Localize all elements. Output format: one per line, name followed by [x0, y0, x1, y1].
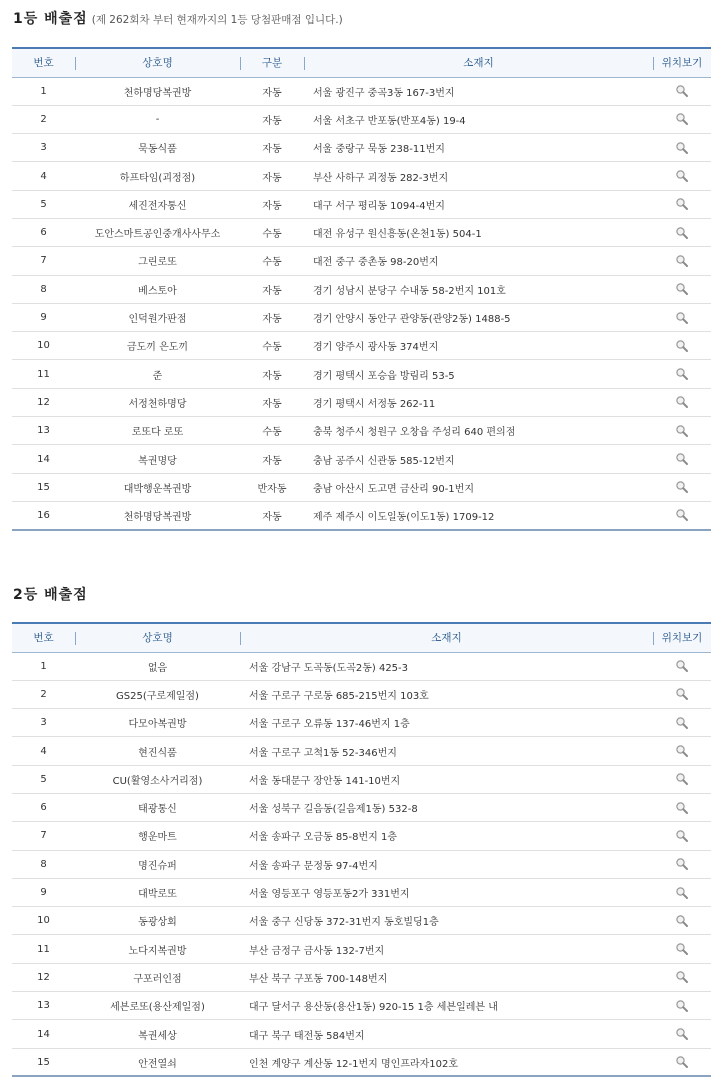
magnifier-icon[interactable] [675, 659, 689, 673]
magnifier-icon[interactable] [675, 508, 689, 522]
magnifier-icon[interactable] [675, 970, 689, 984]
store-address: 경기 양주시 광사동 374번지 [304, 332, 653, 360]
purchase-type: 자동 [240, 190, 304, 218]
row-number: 7 [12, 822, 75, 850]
header-store-name-label: 상호명 [142, 57, 173, 70]
table-row [12, 417, 711, 445]
location-cell [653, 190, 711, 218]
header-address [304, 48, 653, 77]
store-address: 경기 평택시 포승읍 방림리 53-5 [304, 360, 653, 388]
location-cell [653, 1020, 711, 1048]
table-row [12, 850, 711, 878]
magnifier-icon[interactable] [675, 424, 689, 438]
purchase-type: 수동 [240, 417, 304, 445]
location-cell [653, 218, 711, 246]
location-cell [653, 793, 711, 821]
header-type-label: 구분 [261, 57, 283, 70]
location-cell [653, 680, 711, 708]
store-name: 다모아복권방 [75, 709, 240, 737]
table-row [12, 275, 711, 303]
row-number: 3 [12, 134, 75, 162]
store-address: 서울 동대문구 장안동 141-10번지 [240, 765, 653, 793]
purchase-type: 자동 [240, 77, 304, 105]
table-row [12, 303, 711, 331]
header-store-name [75, 48, 240, 77]
store-name: 금도끼 은도끼 [75, 332, 240, 360]
magnifier-icon[interactable] [675, 311, 689, 325]
table-row [12, 1020, 711, 1048]
purchase-type: 자동 [240, 445, 304, 473]
store-name: 그린로또 [75, 247, 240, 275]
table-row [12, 709, 711, 737]
table-row [12, 473, 711, 501]
header-location [653, 48, 711, 77]
row-number: 8 [12, 275, 75, 303]
second-prize-table [12, 622, 711, 1077]
table-row [12, 737, 711, 765]
row-number: 9 [12, 303, 75, 331]
magnifier-icon[interactable] [675, 141, 689, 155]
location-cell [653, 275, 711, 303]
store-name: 동광상회 [75, 907, 240, 935]
magnifier-icon[interactable] [675, 84, 689, 98]
header-number: 번호 [12, 623, 75, 652]
magnifier-icon[interactable] [675, 942, 689, 956]
row-number: 10 [12, 332, 75, 360]
magnifier-icon[interactable] [675, 226, 689, 240]
table-row [12, 501, 711, 529]
location-cell [653, 1048, 711, 1076]
row-number: 2 [12, 680, 75, 708]
location-cell [653, 105, 711, 133]
store-address: 충남 아산시 도고면 금산리 90-1번지 [304, 473, 653, 501]
magnifier-icon[interactable] [675, 169, 689, 183]
row-number: 16 [12, 501, 75, 529]
row-number: 1 [12, 77, 75, 105]
section2-heading: 2등 배출점 [13, 587, 88, 603]
purchase-type: 자동 [240, 388, 304, 416]
store-name: 행운마트 [75, 822, 240, 850]
store-address: 서울 광진구 중곡3동 167-3번지 [304, 77, 653, 105]
section1-note: (제 262회차 부터 현재까지의 1등 당첨판매점 입니다.) [91, 14, 343, 26]
location-cell [653, 445, 711, 473]
store-address: 대구 달서구 용산동(용산1동) 920-15 1층 세븐일레븐 내 [240, 992, 653, 1020]
magnifier-icon[interactable] [675, 857, 689, 871]
store-name: 복권명당 [75, 445, 240, 473]
store-name: 천하명당복권방 [75, 501, 240, 529]
location-cell [653, 850, 711, 878]
row-number: 5 [12, 765, 75, 793]
table-row [12, 105, 711, 133]
location-cell [653, 992, 711, 1020]
first-prize-rows [12, 77, 711, 530]
table-row [12, 765, 711, 793]
row-number: 5 [12, 190, 75, 218]
store-address: 서울 영등포구 영등포동2가 331번지 [240, 878, 653, 906]
purchase-type: 수동 [240, 247, 304, 275]
store-name: 구포러인점 [75, 963, 240, 991]
location-cell [653, 247, 711, 275]
row-number: 15 [12, 473, 75, 501]
location-cell [653, 907, 711, 935]
magnifier-icon[interactable] [675, 395, 689, 409]
store-name: 복권세상 [75, 1020, 240, 1048]
location-cell [653, 765, 711, 793]
store-address: 부산 북구 구포동 700-148번지 [240, 963, 653, 991]
row-number: 10 [12, 907, 75, 935]
header-store-name [75, 623, 240, 652]
table-row [12, 247, 711, 275]
store-name: CU(활영소사거리점) [75, 765, 240, 793]
purchase-type: 자동 [240, 162, 304, 190]
table-header-row [12, 623, 711, 652]
header-type [240, 48, 304, 77]
purchase-type: 반자동 [240, 473, 304, 501]
store-address: 대구 북구 태전동 584번지 [240, 1020, 653, 1048]
table-row [12, 360, 711, 388]
header-location-label: 위치보기 [661, 632, 703, 645]
header-address-label: 소재지 [431, 632, 462, 645]
magnifier-icon[interactable] [675, 886, 689, 900]
store-address: 부산 사하구 괴정동 282-3번지 [304, 162, 653, 190]
store-address: 서울 서초구 반포동(반포4동) 19-4 [304, 105, 653, 133]
row-number: 4 [12, 737, 75, 765]
header-address-label: 소재지 [463, 57, 494, 70]
table-row [12, 162, 711, 190]
purchase-type: 자동 [240, 105, 304, 133]
store-name: 대박행운복권방 [75, 473, 240, 501]
magnifier-icon[interactable] [675, 999, 689, 1013]
magnifier-icon[interactable] [675, 480, 689, 494]
first-prize-table [12, 47, 711, 531]
magnifier-icon[interactable] [675, 197, 689, 211]
section2-title [13, 584, 88, 604]
row-number: 12 [12, 963, 75, 991]
table-row [12, 963, 711, 991]
magnifier-icon[interactable] [675, 1055, 689, 1069]
location-cell [653, 360, 711, 388]
row-number: 7 [12, 247, 75, 275]
row-number: 14 [12, 445, 75, 473]
table-header-row [12, 48, 711, 77]
location-cell [653, 652, 711, 680]
store-name: 안전열쇠 [75, 1048, 240, 1076]
header-number: 번호 [12, 48, 75, 77]
location-cell [653, 473, 711, 501]
store-address: 서울 송파구 문정동 97-4번지 [240, 850, 653, 878]
store-name: 로또다 로또 [75, 417, 240, 445]
table-row [12, 907, 711, 935]
table-row [12, 77, 711, 105]
location-cell [653, 737, 711, 765]
location-cell [653, 935, 711, 963]
store-address: 서울 구로구 고척1동 52-346번지 [240, 737, 653, 765]
location-cell [653, 501, 711, 529]
table-row [12, 652, 711, 680]
magnifier-icon[interactable] [675, 687, 689, 701]
row-number: 2 [12, 105, 75, 133]
store-name: 없음 [75, 652, 240, 680]
purchase-type: 자동 [240, 360, 304, 388]
store-name: 명진슈퍼 [75, 850, 240, 878]
location-cell [653, 134, 711, 162]
store-name: 세진전자통신 [75, 190, 240, 218]
store-address: 대구 서구 평리동 1094-4번지 [304, 190, 653, 218]
purchase-type: 자동 [240, 303, 304, 331]
table-row [12, 878, 711, 906]
store-address: 서울 성북구 길음동(길음제1동) 532-8 [240, 793, 653, 821]
magnifier-icon[interactable] [675, 254, 689, 268]
location-cell [653, 162, 711, 190]
table-row [12, 332, 711, 360]
magnifier-icon[interactable] [675, 772, 689, 786]
store-name: 노다지복권방 [75, 935, 240, 963]
store-address: 서울 중랑구 묵동 238-11번지 [304, 134, 653, 162]
purchase-type: 자동 [240, 275, 304, 303]
magnifier-icon[interactable] [675, 452, 689, 466]
table-row [12, 218, 711, 246]
store-address: 서울 구로구 구로동 685-215번지 103호 [240, 680, 653, 708]
store-address: 서울 중구 신당동 372-31번지 동호빌딩1층 [240, 907, 653, 935]
magnifier-icon[interactable] [675, 112, 689, 126]
location-cell [653, 709, 711, 737]
magnifier-icon[interactable] [675, 282, 689, 296]
location-cell [653, 332, 711, 360]
store-address: 서울 강남구 도곡동(도곡2동) 425-3 [240, 652, 653, 680]
location-cell [653, 417, 711, 445]
store-name: 준 [75, 360, 240, 388]
header-address [240, 623, 653, 652]
table-row [12, 822, 711, 850]
store-name: 현진식품 [75, 737, 240, 765]
store-address: 제주 제주시 이도일동(이도1동) 1709-12 [304, 501, 653, 529]
location-cell [653, 878, 711, 906]
row-number: 3 [12, 709, 75, 737]
table-row [12, 992, 711, 1020]
store-address: 서울 구로구 오류동 137-46번지 1층 [240, 709, 653, 737]
store-address: 대전 중구 중촌동 98-20번지 [304, 247, 653, 275]
store-name: - [75, 105, 240, 133]
store-name: 세븐로또(용산제일점) [75, 992, 240, 1020]
magnifier-icon[interactable] [675, 744, 689, 758]
purchase-type: 수동 [240, 218, 304, 246]
header-store-name-label: 상호명 [142, 632, 173, 645]
table-row [12, 680, 711, 708]
row-number: 13 [12, 992, 75, 1020]
store-address: 경기 성남시 분당구 수내동 58-2번지 101호 [304, 275, 653, 303]
row-number: 9 [12, 878, 75, 906]
location-cell [653, 963, 711, 991]
location-cell [653, 77, 711, 105]
magnifier-icon[interactable] [675, 339, 689, 353]
row-number: 15 [12, 1048, 75, 1076]
header-location [653, 623, 711, 652]
row-number: 11 [12, 935, 75, 963]
row-number: 6 [12, 793, 75, 821]
purchase-type: 자동 [240, 134, 304, 162]
row-number: 6 [12, 218, 75, 246]
purchase-type: 자동 [240, 501, 304, 529]
store-name: 천하명당복권방 [75, 77, 240, 105]
magnifier-icon[interactable] [675, 1027, 689, 1041]
second-prize-rows [12, 652, 711, 1076]
location-cell [653, 388, 711, 416]
store-address: 경기 평택시 서정동 262-11 [304, 388, 653, 416]
header-location-label: 위치보기 [661, 57, 703, 70]
store-name: 도안스마트공인중개사사무소 [75, 218, 240, 246]
location-cell [653, 822, 711, 850]
store-name: 태광통신 [75, 793, 240, 821]
row-number: 11 [12, 360, 75, 388]
location-cell [653, 303, 711, 331]
store-address: 경기 안양시 동안구 관양동(관양2동) 1488-5 [304, 303, 653, 331]
section1-heading: 1등 배출점 [13, 11, 88, 27]
table-row [12, 134, 711, 162]
store-name: GS25(구로제일점) [75, 680, 240, 708]
table-row [12, 445, 711, 473]
store-name: 묵동식품 [75, 134, 240, 162]
store-name: 대박로또 [75, 878, 240, 906]
store-name: 인덕원가판점 [75, 303, 240, 331]
table-row [12, 388, 711, 416]
store-address: 충남 공주시 신관동 585-12번지 [304, 445, 653, 473]
table-row [12, 793, 711, 821]
table-row [12, 190, 711, 218]
purchase-type: 수동 [240, 332, 304, 360]
store-name: 하프타임(괴정점) [75, 162, 240, 190]
store-address: 충북 청주시 청원구 오창읍 주성리 640 편의점 [304, 417, 653, 445]
row-number: 14 [12, 1020, 75, 1048]
store-name: 베스토아 [75, 275, 240, 303]
store-address: 대전 유성구 원신흥동(온천1동) 504-1 [304, 218, 653, 246]
row-number: 4 [12, 162, 75, 190]
store-address: 부산 금정구 금사동 132-7번지 [240, 935, 653, 963]
section1-title [13, 8, 343, 28]
magnifier-icon[interactable] [675, 367, 689, 381]
table-row [12, 1048, 711, 1076]
store-address: 인천 계양구 계산동 12-1번지 명인프라자102호 [240, 1048, 653, 1076]
row-number: 12 [12, 388, 75, 416]
magnifier-icon[interactable] [675, 829, 689, 843]
magnifier-icon[interactable] [675, 914, 689, 928]
store-address: 서울 송파구 오금동 85-8번지 1층 [240, 822, 653, 850]
magnifier-icon[interactable] [675, 716, 689, 730]
row-number: 1 [12, 652, 75, 680]
row-number: 13 [12, 417, 75, 445]
table-row [12, 935, 711, 963]
store-name: 서정천하명당 [75, 388, 240, 416]
magnifier-icon[interactable] [675, 801, 689, 815]
row-number: 8 [12, 850, 75, 878]
